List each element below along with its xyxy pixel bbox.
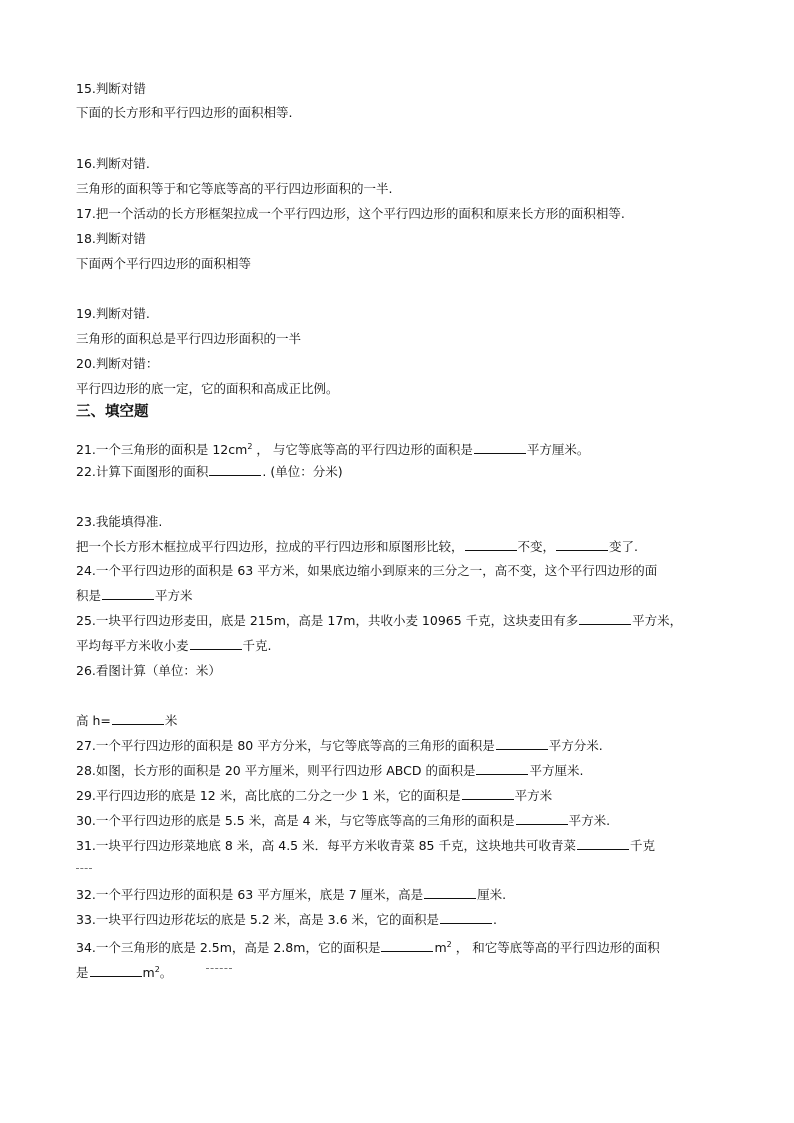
question-34-line1 xyxy=(76,936,736,956)
question-25-part1: 25.一块平行四边形麦田，底是 215m，高是 17m，共收小麦 10965 千克，这块麦田有多 xyxy=(76,613,579,628)
question-27 xyxy=(76,737,736,754)
question-33-end: . xyxy=(493,912,498,927)
answer-blank-31[interactable] xyxy=(577,838,629,850)
question-32-unit: 厘米. xyxy=(477,887,507,902)
section-title-fill-in: 三、填空题 xyxy=(76,404,149,420)
question-22-part2: . (单位：分米) xyxy=(262,464,343,479)
question-17-text: 17.把一个活动的长方形框架拉成一个平行四边形，这个平行四边形的面积和原来长方形的面积相等. xyxy=(76,206,625,221)
question-34-end: 。 xyxy=(159,965,173,980)
question-25-part2: 平方米， xyxy=(632,613,683,628)
question-18-text: 下面两个平行四边形的面积相等 xyxy=(76,256,252,271)
question-31-unit: 千克 xyxy=(629,838,655,853)
answer-blank-34b[interactable] xyxy=(90,965,142,977)
answer-blank-25b[interactable] xyxy=(190,638,242,650)
answer-blank-26[interactable] xyxy=(112,713,164,725)
question-25-part4: 千克. xyxy=(242,638,272,653)
question-21-unit: 平方厘米。 xyxy=(526,442,590,457)
question-21-part2: ， 与它等底等高的平行四边形的面积是 xyxy=(256,442,473,457)
question-18-title: 18.判断对错 xyxy=(76,231,146,246)
answer-blank-22[interactable] xyxy=(209,464,261,476)
answer-blank-32[interactable] xyxy=(424,887,476,899)
answer-blank-21[interactable] xyxy=(474,442,526,454)
question-23-title: 23.我能填得准. xyxy=(76,514,163,529)
question-25-line2 xyxy=(76,637,736,654)
question-29 xyxy=(76,787,736,804)
question-31-part1: 31.一块平行四边形菜地底 8 米，高 4.5 米．每平方米收青菜 85 千克，这块地共可收青菜 xyxy=(76,838,576,853)
question-26-title: 26.看图计算（单位：米） xyxy=(76,663,221,678)
answer-blank-30[interactable] xyxy=(516,813,568,825)
question-34-unit-m: m xyxy=(434,940,447,955)
question-26-part1: 高 h= xyxy=(76,713,111,728)
question-22 xyxy=(76,463,736,480)
answer-blank-33[interactable] xyxy=(440,912,492,924)
question-16-text: 三角形的面积等于和它等底等高的平行四边形面积的一半. xyxy=(76,181,393,196)
answer-blank-27[interactable] xyxy=(496,738,548,750)
question-27-part1: 27.一个平行四边形的面积是 80 平方分米，与它等底等高的三角形的面积是 xyxy=(76,738,495,753)
question-24-unit: 平方米 xyxy=(155,588,193,603)
question-34-superscript: 2 xyxy=(446,940,452,949)
question-23-part3: 变了. xyxy=(609,539,639,554)
question-29-unit: 平方米 xyxy=(514,788,553,803)
question-34-part2: ， 和它等底等高的平行四边形的面积 xyxy=(455,940,660,955)
question-27-unit: 平方分米. xyxy=(548,738,603,753)
question-21-superscript: 2 xyxy=(247,442,253,451)
question-30-unit: 平方米. xyxy=(568,813,611,828)
question-23 xyxy=(76,538,736,555)
question-29-part1: 29.平行四边形的底是 12 米，高比底的二分之一少 1 米，它的面积是 xyxy=(76,788,461,803)
question-24-part1: 积是 xyxy=(76,588,102,603)
answer-blank-34a[interactable] xyxy=(381,940,433,952)
question-23-part1: 把一个长方形木框拉成平行四边形，拉成的平行四边形和原图形比较， xyxy=(76,539,464,554)
question-30-part1: 30.一个平行四边形的底是 5.5 米，高是 4 米，与它等底等高的三角形的面积是 xyxy=(76,813,515,828)
question-15-title: 15.判断对错 xyxy=(76,81,146,96)
question-32 xyxy=(76,886,736,903)
answer-blank-29[interactable] xyxy=(462,788,514,800)
question-28-part1: 28.如图，长方形的面积是 20 平方厘米，则平行四边形 ABCD 的面积是 xyxy=(76,763,476,778)
question-31 xyxy=(76,837,736,854)
image-placeholder-mark-2 xyxy=(206,968,232,971)
question-24-line1: 24.一个平行四边形的面积是 63 平方米，如果底边缩小到原来的三分之一，高不变，这个平行四边形的面 xyxy=(76,563,658,578)
question-23-part2: 不变， xyxy=(517,539,556,554)
question-34-unit-m2: m xyxy=(142,965,155,980)
question-30 xyxy=(76,812,736,829)
question-20-text: 平行四边形的底一定，它的面积和高成正比例。 xyxy=(76,381,339,396)
question-28 xyxy=(76,762,736,779)
question-26-answer xyxy=(76,712,736,729)
answer-blank-25a[interactable] xyxy=(579,613,631,625)
question-34-superscript-2: 2 xyxy=(154,965,160,974)
question-34-part1: 34.一个三角形的底是 2.5m，高是 2.8m，它的面积是 xyxy=(76,940,381,955)
question-25-part3: 平均每平方米收小麦 xyxy=(76,638,189,653)
image-placeholder-mark xyxy=(76,868,92,871)
question-33 xyxy=(76,911,736,928)
question-32-part1: 32.一个平行四边形的面积是 63 平方厘米，底是 7 厘米，高是 xyxy=(76,887,424,902)
question-22-part1: 22.计算下面图形的面积 xyxy=(76,464,209,479)
question-24-line2 xyxy=(76,587,736,604)
question-21-part1: 21.一个三角形的面积是 12cm xyxy=(76,442,248,457)
question-19-title: 19.判断对错. xyxy=(76,306,150,321)
question-20-title: 20.判断对错： xyxy=(76,356,159,371)
answer-blank-24[interactable] xyxy=(102,588,154,600)
answer-blank-23a[interactable] xyxy=(465,539,517,551)
question-25-line1 xyxy=(76,612,736,629)
question-33-part1: 33.一块平行四边形花坛的底是 5.2 米，高是 3.6 米，它的面积是 xyxy=(76,912,440,927)
question-34-line2 xyxy=(76,961,736,981)
answer-blank-28[interactable] xyxy=(476,763,528,775)
question-19-text: 三角形的面积总是平行四边形面积的一半 xyxy=(76,331,302,346)
question-16-title: 16.判断对错. xyxy=(76,156,150,171)
question-28-unit: 平方厘米. xyxy=(529,763,584,778)
question-26-unit: 米 xyxy=(164,713,178,728)
question-34-part3: 是 xyxy=(76,965,89,980)
question-15-text: 下面的长方形和平行四边形的面积相等. xyxy=(76,105,293,120)
question-21 xyxy=(76,438,736,458)
answer-blank-23b[interactable] xyxy=(556,539,608,551)
